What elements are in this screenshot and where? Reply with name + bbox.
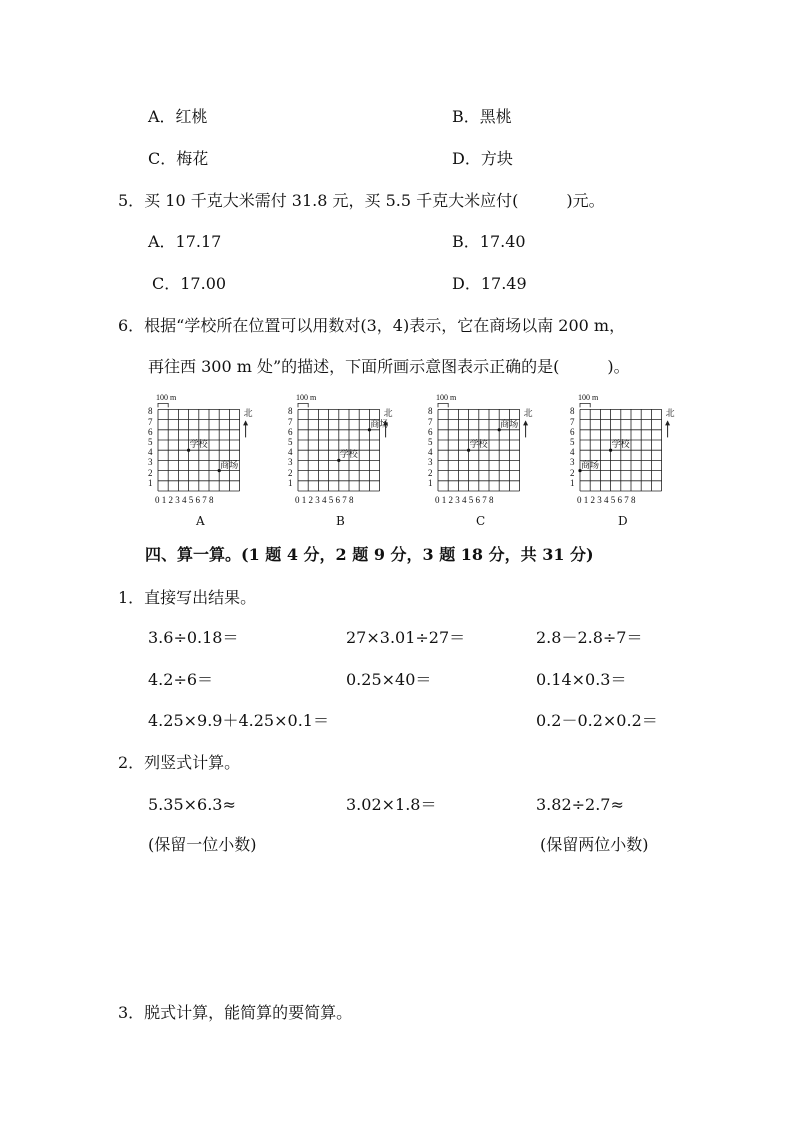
unit-label: 100 m xyxy=(296,393,317,403)
q5-option-b: B．17.40 xyxy=(452,232,526,251)
y-tick-label: 2 xyxy=(288,467,293,478)
y-tick-label: 4 xyxy=(148,447,153,458)
s4q1-r1c3: 2.8－2.8÷7＝ xyxy=(536,628,643,647)
s4q2-item1: 5.35×6.3≈ xyxy=(148,795,236,814)
school-label: 学校 xyxy=(611,440,630,451)
y-tick-label: 6 xyxy=(428,426,433,437)
y-tick-label: 6 xyxy=(570,426,575,437)
y-tick-label: 7 xyxy=(428,416,433,427)
mall-label: 商场 xyxy=(220,460,239,471)
s4q1-r1c1: 3.6÷0.18＝ xyxy=(148,628,239,647)
y-tick-label: 2 xyxy=(428,467,433,478)
s4q2-note2: (保留两位小数) xyxy=(540,835,649,854)
y-tick-label: 5 xyxy=(148,437,153,447)
q4-option-d: D．方块 xyxy=(452,149,513,168)
y-tick-label: 7 xyxy=(288,416,293,427)
s4q1-r3c2: 0.2－0.2×0.2＝ xyxy=(536,711,658,730)
y-tick-label: 4 xyxy=(428,447,433,458)
y-tick-label: 1 xyxy=(428,477,433,488)
s4q2-item2: 3.02×1.8＝ xyxy=(346,795,437,814)
s4q2-note1: (保留一位小数) xyxy=(148,835,257,854)
figure-caption: D xyxy=(618,514,628,528)
q5-stem: 5．买 10 千克大米需付 31.8 元，买 5.5 千克大米应付( )元。 xyxy=(118,191,605,210)
s4q1-stem: 1．直接写出结果。 xyxy=(118,588,257,607)
y-tick-label: 8 xyxy=(148,406,153,417)
school-label: 学校 xyxy=(189,440,208,451)
figure-caption: B xyxy=(336,514,345,528)
s4q3-stem: 3．脱式计算，能简算的要简算。 xyxy=(118,1003,353,1022)
figure-caption: A xyxy=(196,514,205,528)
x-tick-labels: 0 1 2 3 4 5 6 7 8 xyxy=(435,495,494,505)
y-tick-label: 5 xyxy=(428,437,433,447)
north-label: 北 xyxy=(665,409,675,420)
s4q2-item3: 3.82÷2.7≈ xyxy=(536,795,624,814)
unit-label: 100 m xyxy=(156,393,177,403)
y-tick-label: 2 xyxy=(570,467,575,478)
mall-label: 商场 xyxy=(370,419,389,430)
y-tick-label: 1 xyxy=(148,477,153,488)
s4q2-stem: 2．列竖式计算。 xyxy=(118,753,241,772)
y-tick-label: 8 xyxy=(288,406,293,417)
q6-stem-line2: 再往西 300 m 处”的描述，下面所画示意图表示正确的是( )。 xyxy=(148,357,630,376)
y-tick-label: 5 xyxy=(288,437,293,447)
q4-option-b: B．黑桃 xyxy=(452,107,512,126)
s4q1-r1c2: 27×3.01÷27＝ xyxy=(346,628,466,647)
y-tick-label: 3 xyxy=(570,457,575,468)
north-label: 北 xyxy=(243,409,253,420)
section4-title: 四、算一算。(1 题 4 分，2 题 9 分，3 题 18 分，共 31 分) xyxy=(145,545,594,564)
y-tick-label: 3 xyxy=(148,457,153,468)
y-tick-label: 8 xyxy=(570,406,575,417)
q5-option-d: D．17.49 xyxy=(452,274,527,293)
q5-option-a: A．17.17 xyxy=(148,232,222,251)
y-tick-label: 6 xyxy=(148,426,153,437)
mall-label: 商场 xyxy=(581,460,600,471)
x-tick-labels: 0 1 2 3 4 5 6 7 8 xyxy=(577,495,636,505)
y-tick-label: 8 xyxy=(428,406,433,417)
y-tick-label: 7 xyxy=(148,416,153,427)
s4q1-r3c1: 4.25×9.9＋4.25×0.1＝ xyxy=(148,711,329,730)
s4q1-r2c1: 4.2÷6＝ xyxy=(148,670,214,689)
north-label: 北 xyxy=(383,409,393,420)
grid-lines xyxy=(0,0,793,560)
mall-label: 商场 xyxy=(500,419,519,430)
q6-stem-line1: 6．根据“学校所在位置可以用数对(3，4)表示，它在商场以南 200 m， xyxy=(118,316,626,335)
y-tick-label: 7 xyxy=(570,416,575,427)
q4-option-a: A．红桃 xyxy=(148,107,208,126)
unit-label: 100 m xyxy=(578,393,599,403)
school-label: 学校 xyxy=(469,440,488,451)
x-tick-labels: 0 1 2 3 4 5 6 7 8 xyxy=(155,495,214,505)
y-tick-label: 4 xyxy=(570,447,575,458)
y-tick-label: 1 xyxy=(570,477,575,488)
y-tick-label: 5 xyxy=(570,437,575,447)
s4q1-r2c2: 0.25×40＝ xyxy=(346,670,432,689)
north-label: 北 xyxy=(523,409,533,420)
y-tick-label: 4 xyxy=(288,447,293,458)
y-tick-label: 3 xyxy=(288,457,293,468)
q4-option-c: C．梅花 xyxy=(148,149,209,168)
school-label: 学校 xyxy=(339,450,358,461)
x-tick-labels: 0 1 2 3 4 5 6 7 8 xyxy=(295,495,354,505)
unit-label: 100 m xyxy=(436,393,457,403)
figure-caption: C xyxy=(476,514,486,528)
y-tick-label: 1 xyxy=(288,477,293,488)
s4q1-r2c3: 0.14×0.3＝ xyxy=(536,670,627,689)
y-tick-label: 6 xyxy=(288,426,293,437)
y-tick-label: 3 xyxy=(428,457,433,468)
q5-option-c: C．17.00 xyxy=(152,274,227,293)
y-tick-label: 2 xyxy=(148,467,153,478)
